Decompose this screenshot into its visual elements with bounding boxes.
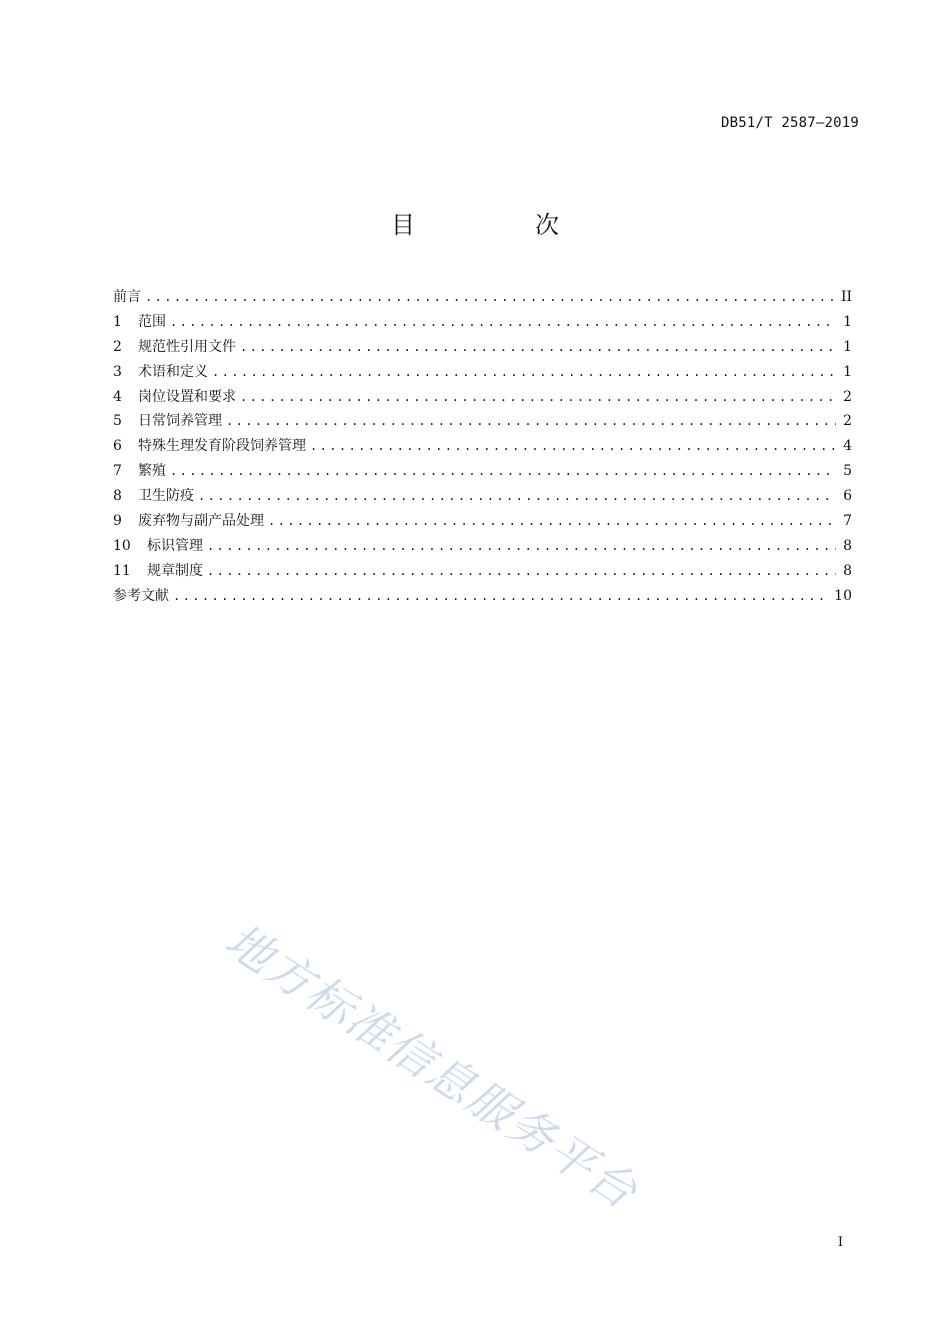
toc-entry-label: 标识管理 <box>147 537 203 554</box>
toc-dot-leader <box>198 484 836 509</box>
toc-entry-label: 范围 <box>138 313 166 330</box>
toc-entry[interactable] <box>113 360 852 385</box>
toc-entry-page: 2 <box>843 388 852 405</box>
toc-entry-page: 1 <box>843 363 852 380</box>
toc-dot-leader <box>240 385 836 410</box>
toc-dot-leader <box>207 559 836 584</box>
toc-entry-label: 繁殖 <box>138 463 166 480</box>
toc-entry-number: 7 <box>113 463 122 480</box>
toc-entry[interactable] <box>113 584 852 609</box>
toc-entry[interactable] <box>113 335 852 360</box>
toc-entry-page: 7 <box>843 513 852 530</box>
page-number: I <box>837 1235 843 1250</box>
toc-entry-page: 2 <box>843 413 852 430</box>
toc-dot-leader <box>240 335 836 360</box>
toc-entry[interactable] <box>113 559 852 584</box>
toc-entry-number: 4 <box>113 388 122 405</box>
toc-entry-label: 前言 <box>113 289 141 305</box>
toc-dot-leader <box>268 509 836 534</box>
toc-entry-page: 4 <box>843 438 852 455</box>
toc-entry-label: 参考文献 <box>113 587 169 604</box>
toc-entry-number: 10 <box>113 537 131 554</box>
toc-entry[interactable] <box>113 409 852 434</box>
toc-dot-leader <box>173 584 828 609</box>
toc-entry-page: 6 <box>843 488 852 505</box>
toc-entry[interactable] <box>113 509 852 534</box>
toc-entry-label: 日常饲养管理 <box>138 413 222 430</box>
toc-entry-label: 废弃物与副产品处理 <box>138 513 264 530</box>
toc-entry[interactable] <box>113 484 852 509</box>
toc-entry-number: 8 <box>113 488 122 505</box>
toc-entry-page: 5 <box>843 463 852 480</box>
toc-dot-leader <box>145 285 835 310</box>
toc-entry-number: 9 <box>113 513 122 530</box>
toc-entry-page: II <box>840 289 852 305</box>
toc-entry-label: 术语和定义 <box>138 363 208 380</box>
toc-entry[interactable] <box>113 434 852 459</box>
toc-entry-number: 5 <box>113 413 122 430</box>
toc-entry-label: 规范性引用文件 <box>138 338 236 355</box>
toc-dot-leader <box>170 310 836 335</box>
toc-entry-number: 2 <box>113 338 122 355</box>
toc-entry-page: 10 <box>834 587 852 604</box>
toc-dot-leader <box>207 534 836 559</box>
watermark: 地方标准信息服务平台 <box>215 912 648 1220</box>
toc-entry-number: 3 <box>113 363 122 380</box>
toc-dot-leader <box>226 409 836 434</box>
toc-entry-page: 8 <box>843 562 852 579</box>
toc-entry[interactable] <box>113 310 852 335</box>
toc-entry-number: 1 <box>113 313 122 330</box>
page-title: 目 次 <box>391 211 607 239</box>
toc-entry-page: 8 <box>843 537 852 554</box>
toc-entry-label: 规章制度 <box>147 562 203 579</box>
toc-entry[interactable] <box>113 534 852 559</box>
toc-entry-page: 1 <box>843 313 852 330</box>
toc-entry-label: 特殊生理发育阶段饲养管理 <box>138 438 306 455</box>
toc-dot-leader <box>212 360 836 385</box>
toc-entry-page: 1 <box>843 338 852 355</box>
toc-entry[interactable] <box>113 285 852 310</box>
document-code: DB51/T 2587—2019 <box>720 115 859 131</box>
toc-entry[interactable] <box>113 459 852 484</box>
toc-entry-label: 岗位设置和要求 <box>138 388 236 405</box>
toc-dot-leader <box>310 434 836 459</box>
toc-entry-number: 11 <box>113 562 131 579</box>
toc-entry-number: 6 <box>113 438 122 455</box>
toc-entry[interactable] <box>113 385 852 410</box>
toc-entry-label: 卫生防疫 <box>138 488 194 505</box>
table-of-contents <box>113 285 852 609</box>
toc-dot-leader <box>170 459 836 484</box>
